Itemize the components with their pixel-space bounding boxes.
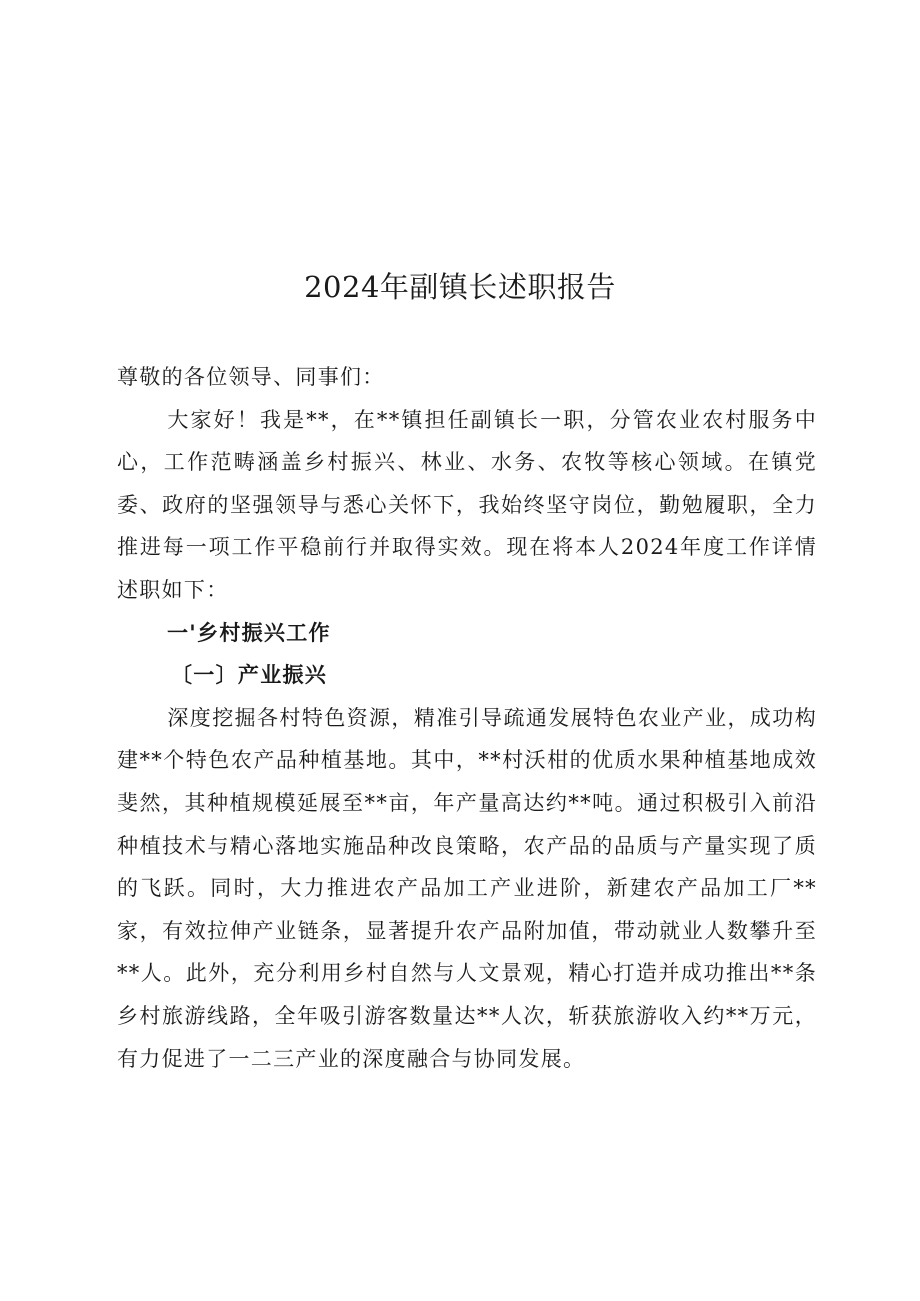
document-title: 2024年副镇长述职报告 bbox=[304, 270, 616, 304]
intro-paragraph: 大家好！我是**，在**镇担任副镇长一职，分管农业农村服务中心，工作范畴涵盖乡村振兴、林业、水务、农牧等核心领域。在镇党委、政府的坚强领导与悉心关怀下，我始终坚守岗位，勤勉履职，全力推进每一项工作平稳前行并取得实效。现在将本人2024年度工作详情述职如下： bbox=[117, 407, 817, 602]
subsection-heading: 〔一〕产业振兴 bbox=[171, 662, 328, 688]
subsection-paragraph: 深度挖掘各村特色资源，精准引导疏通发展特色农业产业，成功构建**个特色农产品种植基地。其中，**村沃柑的优质水果种植基地成效斐然，其种植规模延展至**亩，年产量高达约**吨。通过积极引入前沿种植技术与精心落地实施品种改良策略，农产品的品质与产量实现了质的飞跃。同时，大力推进农产品加工产业进阶，新建农产品加工厂**家，有效拉伸产业链条，显著提升农产品附加值，带动就业人数攀升至**人。此外，充分利用乡村自然与人文景观，精心打造并成功推出**条乡村旅游线路，全年吸引游客数量达**人次，斩获旅游收入约**万元，有力促进了一二三产业的深度融合与协同发展。 bbox=[117, 705, 817, 1071]
document-body bbox=[117, 356, 817, 1080]
salutation: 尊敬的各位领导、同事们： bbox=[117, 365, 385, 389]
section-heading: 一'乡村振兴工作 bbox=[167, 619, 331, 645]
